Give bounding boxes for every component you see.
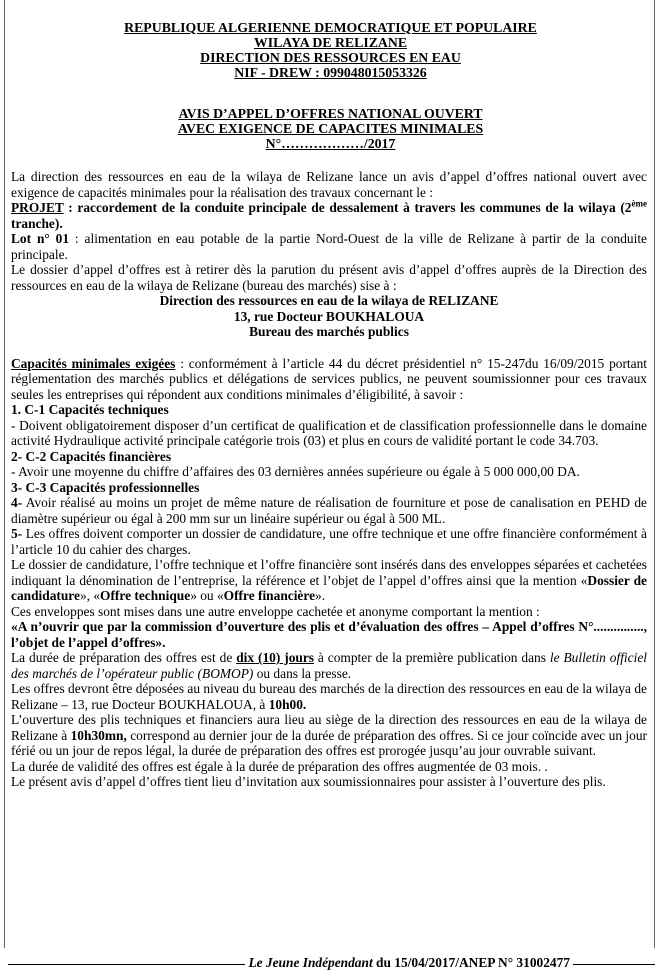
projet-sup: ème bbox=[631, 198, 647, 209]
projet-end: tranche). bbox=[11, 215, 63, 231]
projet-text: : raccordement de la conduite principale de dessalement à travers les communes de la wilaya (2 bbox=[63, 200, 632, 215]
issuer-header bbox=[0, 20, 661, 80]
notice-title bbox=[0, 106, 661, 151]
mention-financiere: Offre financière bbox=[223, 588, 316, 603]
header-wilaya: WILAYA DE RELIZANE bbox=[253, 35, 408, 50]
c2-text: - Avoir une moyenne du chiffre d’affaires des 03 dernières années supérieure ou égale à 5 000 000,00 DA. bbox=[11, 464, 580, 479]
ouverture-paragraph: L’ouverture des plis techniques et financiers aura lieu au siège de la direction des ressources en eau de la wilaya de Relizane à 10h30mn, correspond au dernier jour de la durée de préparation des offres. Si ce jour coïncide avec un jour férié ou un jour de repos légal, la durée de préparation des offres est prorogée jusqu’au jour ouvrable suivant. bbox=[11, 712, 647, 758]
projet-paragraph bbox=[11, 200, 647, 231]
item5-text: Les offres doivent comporter un dossier de candidature, une offre technique et une offre financière conformément à l’article 10 du cahier des charges. bbox=[11, 526, 647, 557]
publication-footer bbox=[0, 955, 661, 971]
spacer bbox=[11, 340, 647, 356]
capacites-text: : conformément à l’article 44 du décret présidentiel n° 15-247du 16/09/2015 portant réglementation des marchés publics et délégations de services publics, ne peuvent soumissionner pour ces travaux seules les entreprises qui répondent aux conditions minimales d’éligibilité, à savoir : bbox=[11, 355, 647, 402]
outer-envelope-paragraph: Ces enveloppes sont mises dans une autre enveloppe cachetée et anonyme comportant la mention : bbox=[11, 603, 540, 619]
mention-dossier: Dossier de candidature bbox=[11, 572, 647, 603]
footer-credit bbox=[245, 955, 573, 971]
item4-text: Avoir réalisé au moins un projet de même nature de réalisation de fourniture et pose de canalisation en PEHD de diamètre supérieur ou égal à 200 mm sur un linéaire supérieur ou égal à 500 ML. bbox=[11, 495, 647, 526]
address-line2: 13, rue Docteur BOUKHALOUA bbox=[233, 308, 425, 324]
lot-label: Lot n° 01 bbox=[11, 231, 70, 246]
address-line1: Direction des ressources en eau de la wilaya de RELIZANE bbox=[159, 293, 499, 308]
mention-technique: Offre technique bbox=[100, 588, 191, 603]
duree-days: dix (10) jours bbox=[236, 650, 314, 665]
newspaper-name: Le Jeune Indépendant bbox=[248, 955, 373, 970]
intro-paragraph: La direction des ressources en eau de la wilaya de Relizane lance un avis d’appel d’offres national ouvert avec exigence de capacités minimales pour la réalisation des travaux concernant le : bbox=[11, 169, 647, 200]
lot-paragraph bbox=[11, 231, 647, 262]
item5-paragraph bbox=[11, 526, 647, 557]
ouverture-time: 10h30mn, bbox=[70, 727, 127, 743]
envelopes-paragraph: Le dossier de candidature, l’offre technique et l’offre financière sont insérés dans des enveloppes séparées et cachetées indiquant la dénomination de l’entreprise, la référence et l’objet de l’appel d’offres ainsi que la mention «Dossier de candidature», «Offre technique» ou «Offre financière». bbox=[11, 557, 647, 603]
invitation-paragraph: Le présent avis d’appel d’offres tient lieu d’invitation aux soumissionnaires pour assister à l’ouverture des plis. bbox=[11, 774, 606, 789]
validite-paragraph: La durée de validité des offres est égale à la durée de préparation des offres augmentée de 03 mois. . bbox=[11, 758, 548, 774]
address-line3: Bureau des marchés publics bbox=[249, 324, 409, 339]
c1-text: - Doivent obligatoirement disposer d’un certificat de qualification et de classification professionnelle dans le domaine activité Hydraulique activité principale catégorie trois (03) et plus en cours de validité portant le code 34.703. bbox=[11, 417, 647, 448]
duree-paragraph: La durée de préparation des offres est de dix (10) jours à compter de la première publication dans le Bulletin officiel des marchés de l’opérateur public (BOMOP) ou dans la presse. bbox=[11, 650, 647, 681]
outer-mention: «A n’ouvrir que par la commission d’ouverture des plis et d’évaluation des offres – Appel d’offres N°..............., l’objet de l’appel d’offres». bbox=[11, 619, 647, 650]
notice-body bbox=[11, 169, 647, 790]
c1-title: 1. C-1 Capacités techniques bbox=[11, 402, 169, 417]
header-nif: NIF - DREW : 099048015053326 bbox=[234, 65, 427, 80]
c2-title: 2- C-2 Capacités financières bbox=[11, 448, 172, 464]
capacites-label: Capacités minimales exigées bbox=[11, 355, 176, 371]
lot-text: : alimentation en eau potable de la partie Nord-Ouest de la ville de Relizane à partir de la conduite principale. bbox=[11, 231, 647, 262]
capacites-paragraph bbox=[11, 356, 647, 403]
depot-time: 10h00. bbox=[268, 696, 307, 712]
title-line1: AVIS D’APPEL D’OFFRES NATIONAL OUVERT bbox=[178, 106, 483, 121]
item5-num: 5- bbox=[11, 526, 23, 541]
item4-paragraph bbox=[11, 495, 647, 526]
item4-num: 4- bbox=[11, 495, 23, 510]
depot-paragraph: Les offres devront être déposées au niveau du bureau des marchés de la direction des ressources en eau de la wilaya de Relizane – 13, rue Docteur BOUKHALOUA, à 10h00. bbox=[11, 681, 647, 712]
projet-label: PROJET bbox=[11, 200, 64, 215]
c3-title: 3- C-3 Capacités professionnelles bbox=[11, 479, 200, 495]
bomop-reference: le Bulletin officiel des marchés de l’opérateur public (BOMOP) bbox=[11, 650, 647, 681]
header-direction: DIRECTION DES RESSOURCES EN EAU bbox=[200, 50, 461, 65]
dossier-paragraph: Le dossier d’appel d’offres est à retirer dès la parution du présent avis d’appel d’offres auprès de la Direction des ressources en eau de la wilaya de Relizane (bureau des marchés) sise à : bbox=[11, 262, 647, 293]
title-line2: AVEC EXIGENCE DE CAPACITES MINIMALES bbox=[177, 121, 484, 136]
footer-publication-ref: du 15/04/2017/ANEP N° 31002477 bbox=[372, 955, 570, 970]
title-number: N°………………/2017 bbox=[265, 136, 396, 151]
header-republic: REPUBLIQUE ALGERIENNE DEMOCRATIQUE ET POPULAIRE bbox=[124, 20, 537, 35]
